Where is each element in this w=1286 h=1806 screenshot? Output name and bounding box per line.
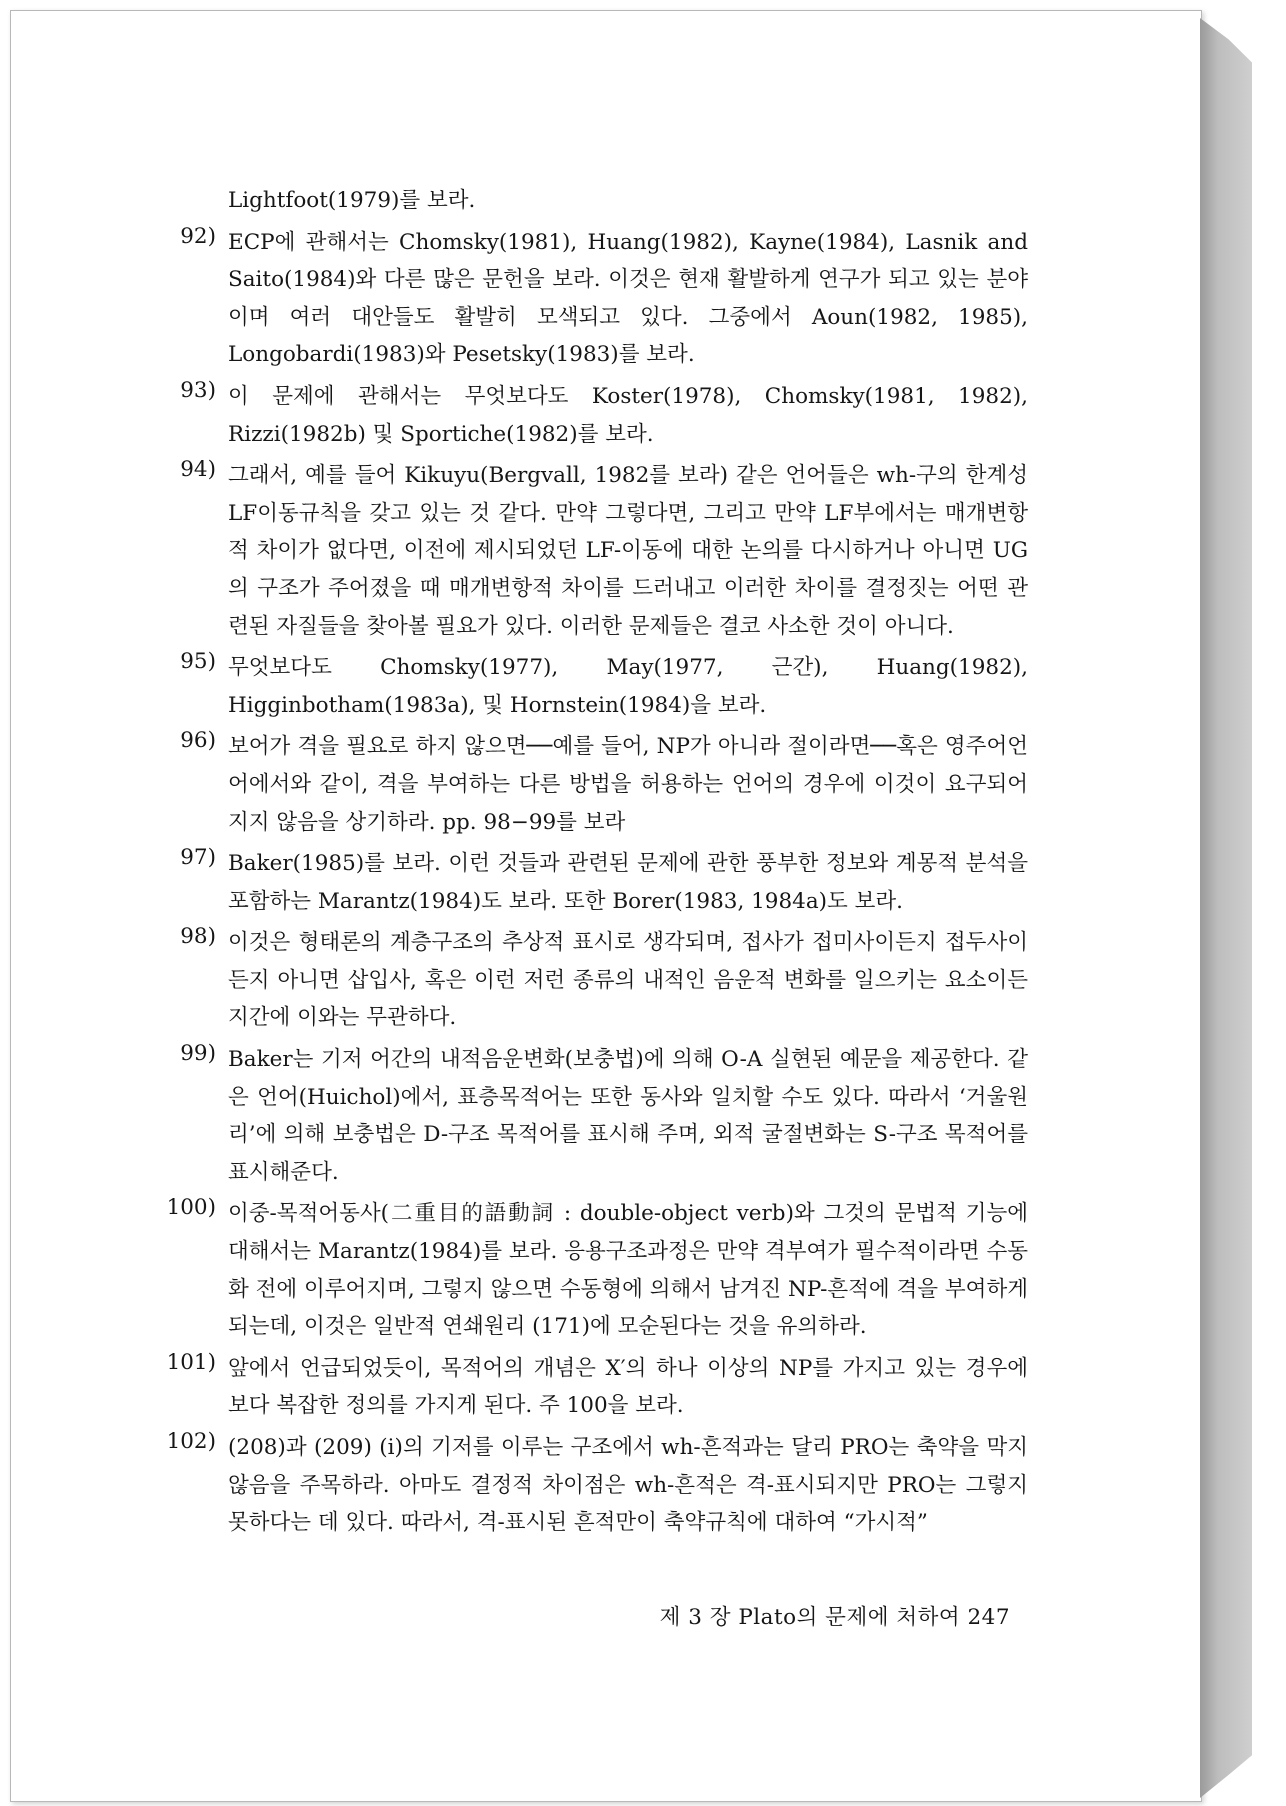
- footnote-text: 이중-목적어동사(二重目的語動詞 : double-object verb)와 그것의 문법적 기능에 대해서는 Marantz(1984)를 보라. 응용구조과정은 만약 격부여가 필수적이라면 수동화 전에 이루어지며, 그렇지 않으면 수동형에 의해서 남겨진 NP-흔적에 격을 부여하게 되는데, 이것은 일반적 연쇄원리 (171)에 모순된다는 것을 유의하라.: [228, 1201, 1028, 1340]
- footnote-102: [160, 1429, 1028, 1542]
- footnote-number: 92): [180, 223, 216, 249]
- footnote-94: [160, 457, 1028, 645]
- footnote-number: 93): [180, 377, 216, 403]
- footnote-text: 그래서, 예를 들어 Kikuyu(Bergvall, 1982를 보라) 같은 언어들은 wh-구의 한계성 LF이동규칙을 갖고 있는 것 같다. 만약 그렇다면, 그리고 만약 LF부에서는 매개변항적 차이가 없다면, 이전에 제시되었던 LF-이동에 대한 논의를 다시하거나 아니면 UG의 구조가 주어졌을 때 매개변항적 차이를 드러내고 이러한 차이를 결정짓는 어떤 관련된 자질들을 찾아볼 필요가 있다. 이러한 문제들은 결코 사소한 것이 아니다.: [228, 463, 1028, 639]
- footnote-number: 95): [180, 649, 216, 675]
- footnote-text: Lightfoot(1979)를 보라.: [228, 188, 476, 213]
- footnote-number: 99): [180, 1041, 216, 1067]
- footnote-text: ECP에 관해서는 Chomsky(1981), Huang(1982), Kayne(1984), Lasnik and Saito(1984)와 다른 많은 문헌을 보라. 이것은 현재 활발하게 연구가 되고 있는 분야이며 여러 대안들도 활발히 모색되고 있다. 그중에서 Aoun(1982, 1985), Longobardi(1983)와 Pesetsky(1983)를 보라.: [228, 229, 1028, 368]
- footnote-number: 101): [166, 1349, 216, 1375]
- footnotes-block: [160, 182, 1028, 1546]
- footnote-text: 보어가 격을 필요로 하지 않으면──예를 들어, NP가 아니라 절이라면──혹은 영주어언어에서와 같이, 격을 부여하는 다른 방법을 허용하는 언어의 경우에 이것이 요구되어지지 않음을 상기하라. pp. 98−99를 보라: [228, 734, 1028, 835]
- footnote-99: [160, 1041, 1028, 1191]
- footnote-text: 이것은 형태론의 계층구조의 추상적 표시로 생각되며, 접사가 접미사이든지 접두사이든지 아니면 삽입사, 혹은 이런 저런 종류의 내적인 음운적 변화를 일으키는 요소이든지간에 이와는 무관하다.: [228, 930, 1028, 1031]
- footnote-97: [160, 845, 1028, 920]
- footnote-92: [160, 224, 1028, 374]
- footnote-number: 94): [180, 457, 216, 483]
- page-edge: [1200, 18, 1252, 1798]
- footnote-text: Baker는 기저 어간의 내적음운변화(보충법)에 의해 O-A 실현된 예문을 제공한다. 같은 언어(Huichol)에서, 표층목적어는 또한 동사와 일치할 수도 있다. 따라서 ‘거울원리’에 의해 보충법은 D-구조 목적어를 표시해 주며, 외적 굴절변화는 S-구조 목적어를 표시해준다.: [228, 1047, 1028, 1185]
- running-footer: 제 3 장 Plato의 문제에 처하여 247: [659, 1605, 1010, 1630]
- footnote-number: 102): [166, 1429, 216, 1454]
- footnote-91-continued: [160, 182, 1028, 220]
- footnote-100: [160, 1195, 1028, 1345]
- footnote-number: 97): [180, 845, 216, 871]
- footnote-number: 96): [180, 728, 216, 754]
- footnote-95: [160, 649, 1028, 724]
- footnote-96: [160, 728, 1028, 841]
- footnote-text: (208)과 (209) (i)의 기저를 이루는 구조에서 wh-흔적과는 달리 PRO는 축약을 막지 않음을 주목하라. 아마도 결정적 차이점은 wh-흔적은 격-표시되지만 PRO는 그렇지 못하다는 데 있다. 따라서, 격-표시된 흔적만이 축약규칙에 대하여 “가시적”: [228, 1435, 1028, 1536]
- footnote-number: 100): [166, 1195, 216, 1221]
- footnote-101: [160, 1350, 1028, 1425]
- footnote-93: [160, 378, 1028, 453]
- footnote-98: [160, 924, 1028, 1037]
- footnote-text: Baker(1985)를 보라. 이런 것들과 관련된 문제에 관한 풍부한 정보와 계몽적 분석을 포함하는 Marantz(1984)도 보라. 또한 Borer(1983, 1984a)도 보라.: [228, 851, 1028, 914]
- footnote-number: 98): [180, 924, 216, 950]
- footnote-text: 이 문제에 관해서는 무엇보다도 Koster(1978), Chomsky(1981, 1982), Rizzi(1982b) 및 Sportiche(1982)를 보라.: [228, 383, 1028, 447]
- footnote-text: 무엇보다도 Chomsky(1977), May(1977, 근간), Huang(1982), Higginbotham(1983a), 및 Hornstein(1984)을 보라.: [228, 655, 1028, 718]
- footnote-text: 앞에서 언급되었듯이, 목적어의 개념은 X′의 하나 이상의 NP를 가지고 있는 경우에 보다 복잡한 정의를 가지게 된다. 주 100을 보라.: [228, 1355, 1028, 1419]
